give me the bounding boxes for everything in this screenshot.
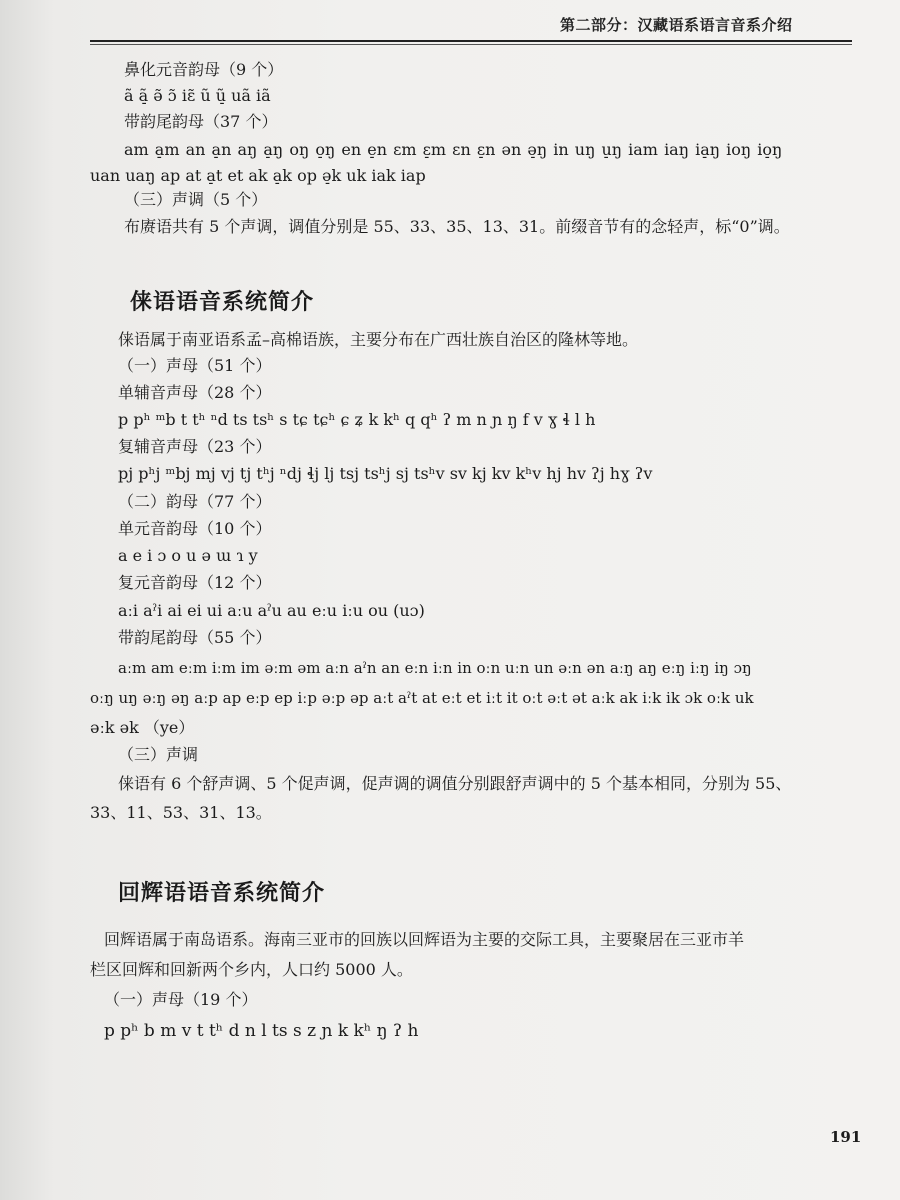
huihui-intro-line-1: 回辉语属于南岛语系。海南三亚市的回族以回辉语为主要的交际工具，主要聚居在三亚市羊 <box>104 930 745 949</box>
huihui-initials-label: （一）声母（19 个） <box>104 990 258 1009</box>
nasal-vowels-label: 鼻化元音韵母（9 个） <box>124 60 284 79</box>
huihui-intro-line-2: 栏区回辉和回新两个乡内，人口约 5000 人。 <box>90 960 413 979</box>
tone-text: 布赓语共有 5 个声调，调值分别是 55、33、35、13、31。前缀音节有的念轻声，标“0”调。 <box>124 217 790 236</box>
lai-diph-ipa: aːi aˀi ai ei ui aːu aˀu au eːu iːu ou (uɔ) <box>118 601 425 620</box>
lai-tone-line-2: 33、11、53、31、13。 <box>90 803 272 822</box>
lai-single-initials-label: 单辅音声母（28 个） <box>118 383 272 402</box>
section-heading-huihui: 回辉语语音系统简介 <box>118 881 326 906</box>
coda-finals-line-2: uan uaŋ ap at a̠t et ak a̠k op ə̠k uk iak iap <box>90 166 426 185</box>
tone-label: （三）声调（5 个） <box>124 190 268 209</box>
lai-complex-initials-label: 复辅音声母（23 个） <box>118 437 272 456</box>
lai-initials-label: （一）声母（51 个） <box>118 356 272 375</box>
lai-intro: 俫语属于南亚语系孟–高棉语族，主要分布在广西壮族自治区的隆林等地。 <box>118 330 639 349</box>
lai-coda-line-3: əːk ək （ye） <box>90 718 195 737</box>
coda-finals-line-1: am a̠m an a̠n aŋ a̠ŋ oŋ o̠ŋ en e̠n ɛm ɛ̠m ɛn ɛ̠n ən ə̠ŋ in uŋ u̠ŋ iam iaŋ ia̠ŋ ioŋ io̠ŋ <box>124 140 783 159</box>
lai-finals-label: （二）韵母（77 个） <box>118 492 272 511</box>
section-heading-lai: 俫语语音系统简介 <box>130 290 315 315</box>
lai-mono-label: 单元音韵母（10 个） <box>118 519 272 538</box>
running-header: 第二部分：汉藏语系语言音系介绍 <box>560 16 793 34</box>
lai-tone-line-1: 俫语有 6 个舒声调、5 个促声调，促声调的调值分别跟舒声调中的 5 个基本相同，分别为 55、 <box>118 774 792 793</box>
lai-single-initials-ipa: p pʰ ᵐb t tʰ ⁿd ts tsʰ s tɕ tɕʰ ɕ ʑ k kʰ q qʰ ʔ m n ɲ ŋ f v ɣ ɬ l h <box>118 410 596 429</box>
header-rule <box>90 40 852 42</box>
lai-coda-line-1: aːm am eːm iːm im əːm əm aːn aˀn an eːn iːn in oːn uːn un əːn ən aːŋ aŋ eːŋ iːŋ iŋ ɔŋ <box>118 659 752 677</box>
coda-finals-label: 带韵尾韵母（37 个） <box>124 112 278 131</box>
huihui-initials-ipa: p pʰ b m v t tʰ d n l ts s z ɲ k kʰ ŋ ʔ h <box>104 1021 419 1041</box>
lai-coda-line-2: oːŋ uŋ əːŋ əŋ aːp ap eːp ep iːp əːp əp aːt aˀt at eːt et iːt it oːt əːt ət aːk ak iːk ik ɔk oːk uk <box>90 689 754 707</box>
lai-diph-label: 复元音韵母（12 个） <box>118 573 272 592</box>
nasal-vowels-ipa: ã ã̠ ə̃ ɔ̃ iɛ̃ ũ ũ̠ uã iã <box>124 86 271 105</box>
header-rule-thin <box>90 44 852 45</box>
lai-tone-label: （三）声调 <box>118 745 199 764</box>
lai-complex-initials-ipa: pj pʰj ᵐbj mj vj tj tʰj ⁿdj ɬj lj tsj tsʰj sj tsʰv sv kj kv kʰv hj hv ʔj hɣ ʔv <box>118 464 653 483</box>
lai-coda-label: 带韵尾韵母（55 个） <box>118 628 272 647</box>
page-number: 191 <box>830 1128 862 1146</box>
lai-mono-ipa: a e i ɔ o u ə ɯ ɿ y <box>118 546 258 565</box>
